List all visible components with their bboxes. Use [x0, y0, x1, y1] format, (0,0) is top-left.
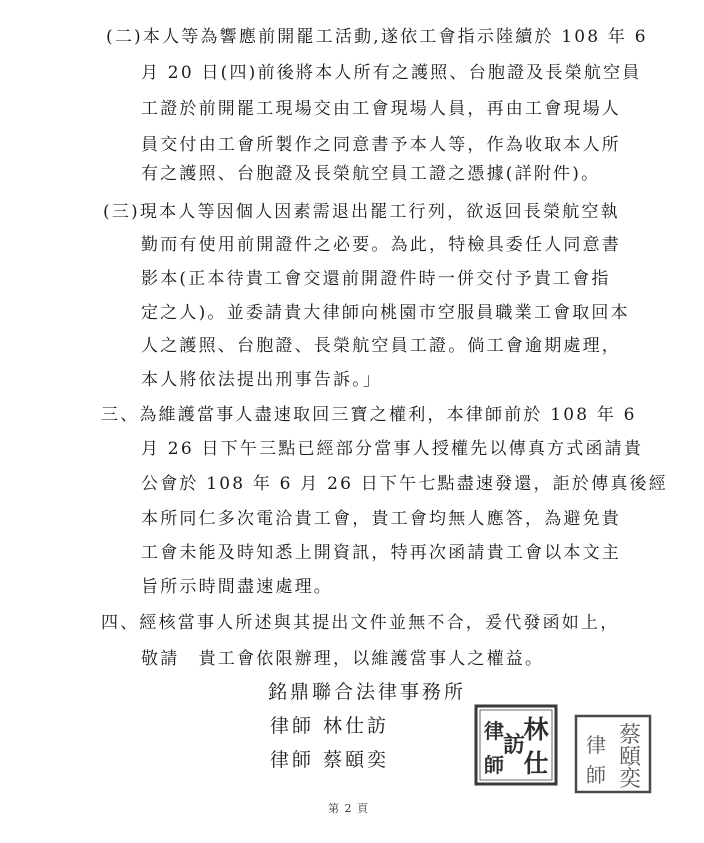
- body-line: 月 20 日(四)前後將本人所有之護照、台胞證及長榮航空員: [141, 63, 642, 83]
- svg-text:頤: 頤: [618, 745, 642, 770]
- lawyer-name: 律師 蔡頤奕: [270, 749, 390, 771]
- body-line: 月 26 日下午三點已經部分當事人授權先以傳真方式函請貴: [141, 439, 644, 459]
- body-line: 本所同仁多次電洽貴工會，貴工會均無人應答，為避免貴: [141, 509, 621, 529]
- body-line: 四、經核當事人所述與其提出文件並無不合，爰代發函如上，: [101, 613, 620, 633]
- body-line: 工證於前開罷工現場交由工會現場人員，再由工會現場人: [141, 99, 621, 119]
- body-line: 敬請 貴工會依限辦理，以維護當事人之權益。: [141, 649, 545, 669]
- svg-text:林: 林: [523, 715, 549, 744]
- body-line: (三)現本人等因個人因素需退出罷工行列，欲返回長榮航空執: [103, 202, 620, 222]
- body-line: 本人將依法提出刑事告訴。」: [141, 370, 383, 390]
- svg-text:蔡: 蔡: [618, 723, 642, 748]
- seal-stamp: [474, 704, 558, 786]
- svg-text:師: 師: [586, 763, 606, 787]
- body-line: 定之人)。並委請貴大律師向桃園市空服員職業工會取回本: [141, 303, 630, 323]
- body-line: 員交付由工會所製作之同意書予本人等，作為收取本人所: [141, 135, 621, 155]
- page-number: 第 2 頁: [328, 802, 369, 815]
- svg-text:奕: 奕: [618, 767, 642, 792]
- body-line: 有之護照、台胞證及長榮航空員工證之憑據(詳附件)。: [141, 164, 601, 184]
- svg-text:律: 律: [484, 719, 504, 743]
- lawyer-name: 律師 林仕訪: [270, 715, 390, 737]
- body-line: (二)本人等為響應前開罷工活動,遂依工會指示陸續於 108 年 6: [106, 27, 648, 47]
- seal-stamp: [574, 714, 652, 794]
- body-line: 影本(正本待貴工會交還前開證件時一併交付予貴工會指: [141, 269, 611, 289]
- body-line: 旨所示時間盡速處理。: [141, 577, 333, 597]
- body-line: 工會未能及時知悉上開資訊，特再次函請貴工會以本文主: [141, 543, 621, 563]
- body-line: 人之護照、台胞證、長榮航空員工證。倘工會逾期處理，: [141, 336, 621, 356]
- svg-text:師: 師: [484, 753, 504, 777]
- body-line: 勤而有使用前開證件之必要。為此，特檢具委任人同意書: [141, 235, 621, 255]
- svg-text:律: 律: [586, 733, 606, 757]
- svg-text:仕: 仕: [523, 749, 549, 778]
- firm-name: 銘鼎聯合法律事務所: [268, 681, 467, 703]
- svg-text:訪: 訪: [502, 732, 526, 758]
- body-line: 三、為維護當事人盡速取回三寶之權利，本律師前於 108 年 6: [101, 405, 637, 425]
- body-line: 公會於 108 年 6 月 26 日下午七點盡速發還，詎於傳真後經: [141, 474, 668, 494]
